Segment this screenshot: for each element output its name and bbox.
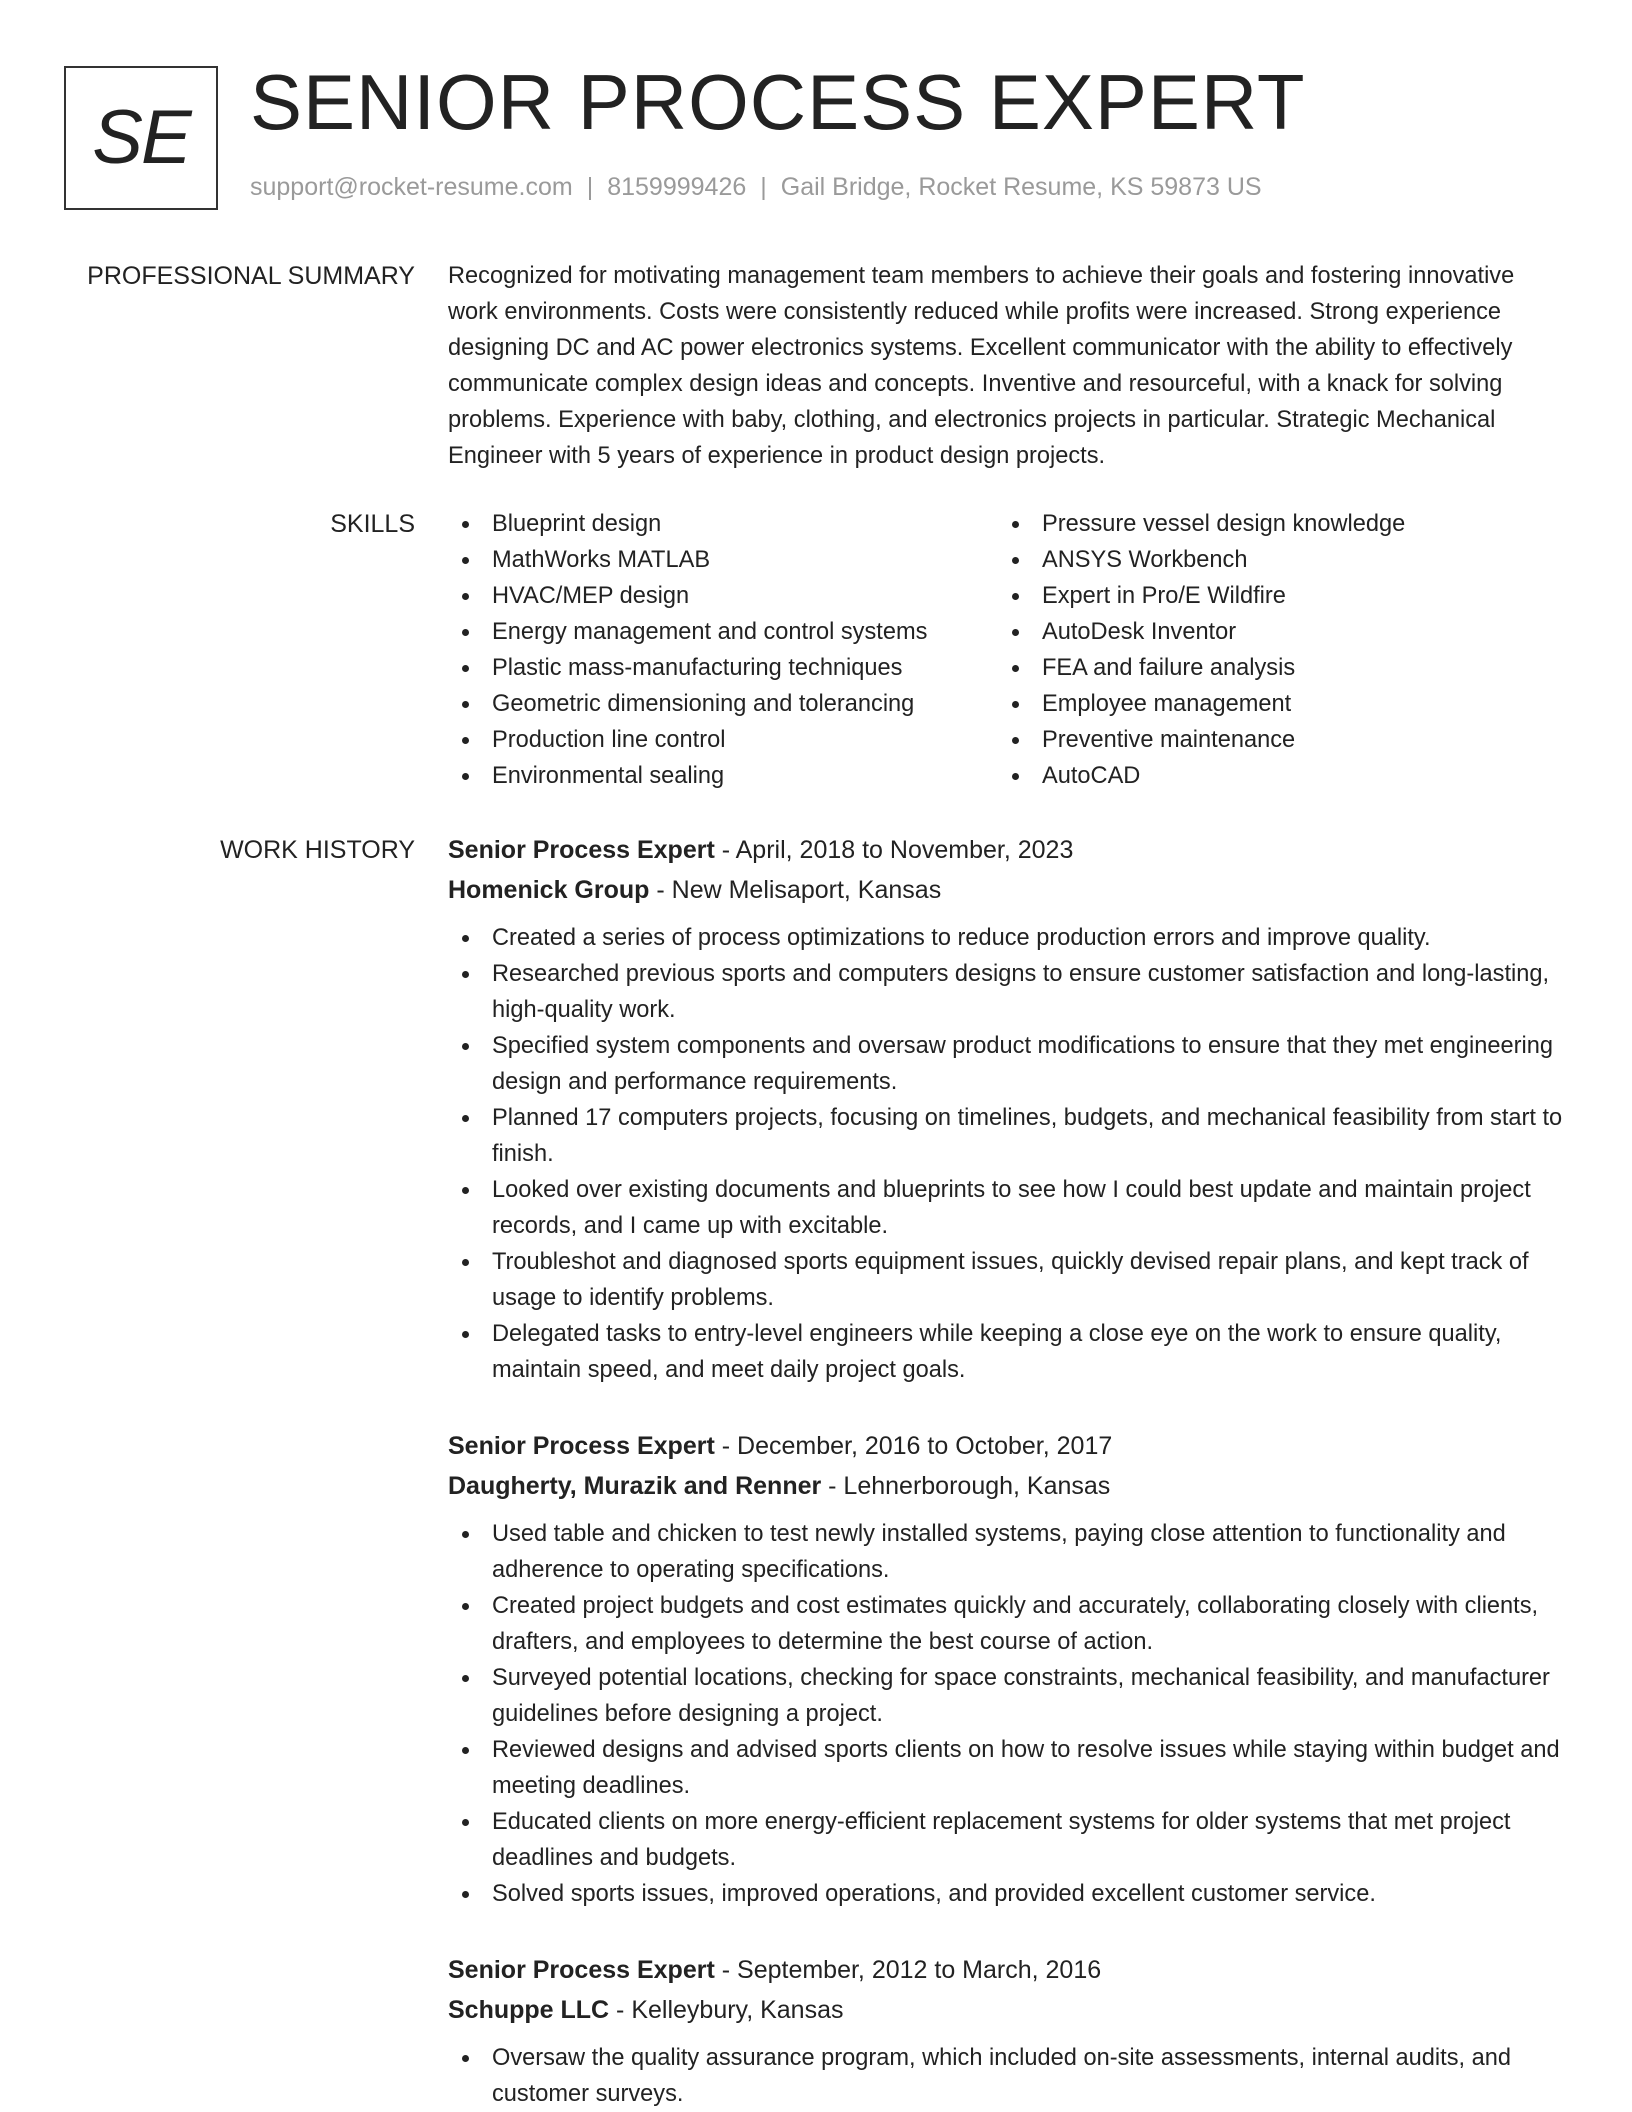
section-title-work-history: WORK HISTORY: [220, 836, 415, 864]
skill-item: Geometric dimensioning and tolerancing: [448, 686, 998, 722]
skills-grid: [448, 506, 1564, 794]
job-dates: - December, 2016 to October, 2017: [714, 1432, 1113, 1460]
skill-item: Employee management: [998, 686, 1548, 722]
contact-separator: |: [760, 173, 767, 201]
job-bullet: Created a series of process optimizations to reduce production errors and improve quality.: [448, 920, 1564, 956]
skill-item: Expert in Pro/E Wildfire: [998, 578, 1548, 614]
job-company: Daugherty, Murazik and Renner: [448, 1472, 822, 1500]
skills-list-left: [448, 506, 998, 794]
monogram-badge: [64, 66, 218, 210]
job-bullet: Planned 17 computers projects, focusing on timelines, budgets, and mechanical feasibility from start to finish.: [448, 1100, 1564, 1172]
monogram-initials: SE: [92, 95, 190, 180]
job-company-line: [448, 1466, 1564, 1506]
contact-phone: 8159999426: [607, 173, 747, 201]
job-bullets: [448, 2040, 1564, 2112]
job-entry: [448, 830, 1564, 1388]
job-bullet: Reviewed designs and advised sports clients on how to resolve issues while staying within budget and meeting deadlines.: [448, 1732, 1564, 1804]
job-bullet: Troubleshot and diagnosed sports equipment issues, quickly devised repair plans, and kept track of usage to identify problems.: [448, 1244, 1564, 1316]
job-company-line: [448, 870, 1564, 910]
job-bullet: Delegated tasks to entry-level engineers while keeping a close eye on the work to ensure quality, maintain speed, and meet daily project goals.: [448, 1316, 1564, 1388]
section-title-skills: SKILLS: [330, 510, 415, 538]
skill-item: ANSYS Workbench: [998, 542, 1548, 578]
job-role: Senior Process Expert: [448, 836, 715, 864]
section-title-summary: PROFESSIONAL SUMMARY: [87, 262, 415, 290]
job-bullet: Researched previous sports and computers designs to ensure customer satisfaction and long-lasting, high-quality work.: [448, 956, 1564, 1028]
skill-item: HVAC/MEP design: [448, 578, 998, 614]
skill-item: AutoDesk Inventor: [998, 614, 1548, 650]
job-bullets: [448, 1516, 1564, 1912]
contact-separator: |: [586, 173, 594, 201]
job-role: Senior Process Expert: [448, 1432, 715, 1460]
skill-item: Production line control: [448, 722, 998, 758]
job-role-line: [448, 830, 1564, 870]
skill-item: Preventive maintenance: [998, 722, 1548, 758]
job-location: - Lehnerborough, Kansas: [821, 1472, 1111, 1500]
job-bullets: [448, 920, 1564, 1388]
skill-item: FEA and failure analysis: [998, 650, 1548, 686]
skills-body: [448, 506, 1564, 794]
job-company-line: [448, 1990, 1564, 2030]
candidate-name: SENIOR PROCESS EXPERT: [250, 58, 1306, 146]
skill-item: Energy management and control systems: [448, 614, 998, 650]
job-bullet: Looked over existing documents and blueprints to see how I could best update and maintain project records, and I came up with excitable.: [448, 1172, 1564, 1244]
header: [250, 58, 1592, 202]
job-company: Homenick Group: [448, 876, 650, 904]
skill-item: Blueprint design: [448, 506, 998, 542]
work-history-body: [448, 830, 1564, 2112]
job-bullet: Created project budgets and cost estimates quickly and accurately, collaborating closely with clients, drafters, and employees to determine the best course of action.: [448, 1588, 1564, 1660]
skill-item: Plastic mass-manufacturing techniques: [448, 650, 998, 686]
job-role-line: [448, 1426, 1564, 1466]
contact-address: Gail Bridge, Rocket Resume, KS 59873 US: [780, 173, 1262, 201]
job-role: Senior Process Expert: [448, 1956, 715, 1984]
job-bullet: Educated clients on more energy-efficient replacement systems for older systems that met project deadlines and budgets.: [448, 1804, 1564, 1876]
job-entry: [448, 1426, 1564, 1912]
job-bullet: Used table and chicken to test newly installed systems, paying close attention to functionality and adherence to operating specifications.: [448, 1516, 1564, 1588]
job-bullet: Solved sports issues, improved operations, and provided excellent customer service.: [448, 1876, 1564, 1912]
job-location: - Kelleybury, Kansas: [609, 1996, 844, 2024]
job-bullet: Specified system components and oversaw product modifications to ensure that they met engineering design and performance requirements.: [448, 1028, 1564, 1100]
skill-item: MathWorks MATLAB: [448, 542, 998, 578]
skill-item: AutoCAD: [998, 758, 1548, 794]
job-role-line: [448, 1950, 1564, 1990]
summary-text: Recognized for motivating management team members to achieve their goals and fostering innovative work environments. Costs were consistently reduced while profits were increased. Strong experience designing DC and AC power electronics systems. Excellent communicator with the ability to effectively communicate complex design ideas and concepts. Inventive and resourceful, with a knack for solving problems. Experience with baby, clothing, and electronics projects in particular. Strategic Mechanical Engineer with 5 years of experience in product design projects.: [448, 263, 1515, 469]
job-company: Schuppe LLC: [448, 1996, 610, 2024]
contact-line: [250, 172, 1592, 202]
contact-email: support@rocket-resume.com: [250, 173, 573, 201]
job-dates: - April, 2018 to November, 2023: [714, 836, 1074, 864]
job-bullet: Surveyed potential locations, checking for space constraints, mechanical feasibility, and manufacturer guidelines before designing a project.: [448, 1660, 1564, 1732]
job-location: - New Melisaport, Kansas: [649, 876, 942, 904]
job-entry: [448, 1950, 1564, 2112]
job-dates: - September, 2012 to March, 2016: [714, 1956, 1102, 1984]
job-bullet: Oversaw the quality assurance program, which included on-site assessments, internal audits, and customer surveys.: [448, 2040, 1564, 2112]
skill-item: Pressure vessel design knowledge: [998, 506, 1548, 542]
skills-list-right: [998, 506, 1548, 794]
skill-item: Environmental sealing: [448, 758, 998, 794]
